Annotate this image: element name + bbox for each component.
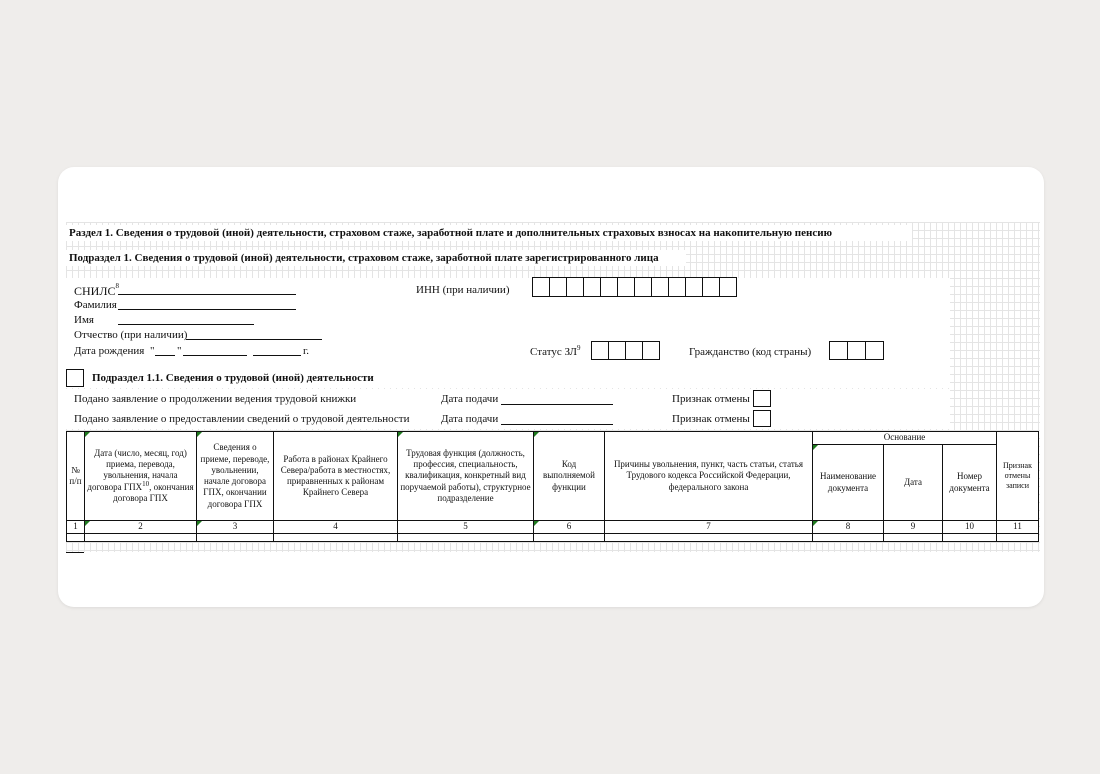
status-label: Статус $ЗЛ^9$ (530, 344, 581, 358)
activity-table (66, 431, 1039, 542)
header-doc-name: Наименование документа (813, 445, 884, 521)
table-row (67, 534, 1039, 542)
application-info-cancel-checkbox[interactable] (753, 410, 771, 427)
header-function: Трудовая функция (должность, профессия, специальность, квалификация, конкретный вид поручаемой работы), структурное подразделение (398, 432, 534, 521)
firstname-field[interactable] (118, 324, 254, 325)
birthdate-quote-close: " (177, 345, 182, 357)
header-info: Сведения о приеме, переводе, увольнении, начале договора ГПХ, окончании договора ГПХ (197, 432, 274, 521)
header-num: № п/п (67, 432, 85, 521)
firstname-label: Имя (74, 314, 94, 326)
birthdate-quote-open: " (150, 345, 155, 357)
col-number: 3 (197, 521, 274, 534)
header-reason: Причины увольнения, пункт, часть статьи, статья Трудового кодекса Российской Федерации, федерального закона (605, 432, 813, 521)
application-info-cancel-label: Признак отмены (672, 413, 750, 425)
snils-field[interactable] (118, 294, 296, 295)
col-number: 1 (67, 521, 85, 534)
table-cell[interactable] (943, 534, 997, 542)
table-cell[interactable] (605, 534, 813, 542)
table-cell[interactable] (197, 534, 274, 542)
header-doc-number: Номер документа (943, 445, 997, 521)
table-end-mark (66, 552, 84, 553)
col-number: 9 (884, 521, 943, 534)
application-continue-cancel-checkbox[interactable] (753, 390, 771, 407)
table-cell[interactable] (67, 534, 85, 542)
table-cell[interactable] (534, 534, 605, 542)
col-number: 8 (813, 521, 884, 534)
table-cell[interactable] (884, 534, 943, 542)
patronymic-field[interactable] (186, 339, 322, 340)
table-cell[interactable] (85, 534, 197, 542)
birthdate-day-field[interactable] (155, 355, 175, 356)
citizenship-label: Гражданство (код страны) (689, 346, 812, 358)
header-code: Код выполняемой функции (534, 432, 605, 521)
table-number-row (67, 521, 1039, 534)
table-cell[interactable] (813, 534, 884, 542)
header-north: Работа в районах Крайнего Севера/работа в местностях, приравненных к районам Крайнего Севера (274, 432, 398, 521)
birthdate-year-suffix: г. (303, 345, 310, 357)
table-cell[interactable] (997, 534, 1039, 542)
inn-label: ИНН (при наличии) (416, 284, 510, 296)
patronymic-label: Отчество (при наличии) (74, 329, 188, 341)
lastname-label: Фамилия (74, 299, 117, 311)
header-basis: Основание (813, 432, 997, 445)
application-continue-label: Подано заявление о продолжении ведения трудовой книжки (74, 393, 357, 405)
inn-cells[interactable] (533, 277, 737, 297)
section1-title: Раздел 1. Сведения о трудовой (иной) деятельности, страховом стаже, заработной плате и дополнительных страховых взносах на накопительную пенсию (69, 227, 832, 239)
lastname-field[interactable] (118, 309, 296, 310)
birthdate-label: Дата рождения (74, 345, 145, 357)
birthdate-month-field[interactable] (183, 355, 247, 356)
application-info-date-label: Дата подачи (441, 413, 499, 425)
table-cell[interactable] (274, 534, 398, 542)
citizenship-cells[interactable] (830, 341, 884, 360)
col-number: 6 (534, 521, 605, 534)
header-doc-date: Дата (884, 445, 943, 521)
col-number: 7 (605, 521, 813, 534)
col-number: 10 (943, 521, 997, 534)
birthdate-year-field[interactable] (253, 355, 301, 356)
table-cell[interactable] (398, 534, 534, 542)
col-number: 5 (398, 521, 534, 534)
col-number: 4 (274, 521, 398, 534)
table-header-row (67, 432, 1039, 445)
application-continue-cancel-label: Признак отмены (672, 393, 750, 405)
snils-label: СНИЛС$^8$ (74, 282, 119, 298)
application-continue-date-label: Дата подачи (441, 393, 499, 405)
subsection11-checkbox[interactable] (66, 369, 84, 387)
status-cells[interactable] (592, 341, 660, 360)
col-number: 11 (997, 521, 1039, 534)
col-number: 2 (85, 521, 197, 534)
application-continue-date-field[interactable] (501, 404, 613, 405)
subsection1-title: Подраздел 1. Сведения о трудовой (иной) деятельности, страховом стаже, заработной плате зарегистрированного лица (69, 252, 659, 264)
header-date: Дата (число, месяц, год) приема, перевода, увольнения, начала договора ГПХ$^{10}$, окончания договора ГПХ (85, 432, 197, 521)
header-cancel: Признак отмены записи (997, 432, 1039, 521)
application-info-label: Подано заявление о предоставлении сведений о трудовой деятельности (74, 413, 410, 425)
application-info-date-field[interactable] (501, 424, 613, 425)
subsection11-title: Подраздел 1.1. Сведения о трудовой (иной) деятельности (92, 372, 374, 384)
